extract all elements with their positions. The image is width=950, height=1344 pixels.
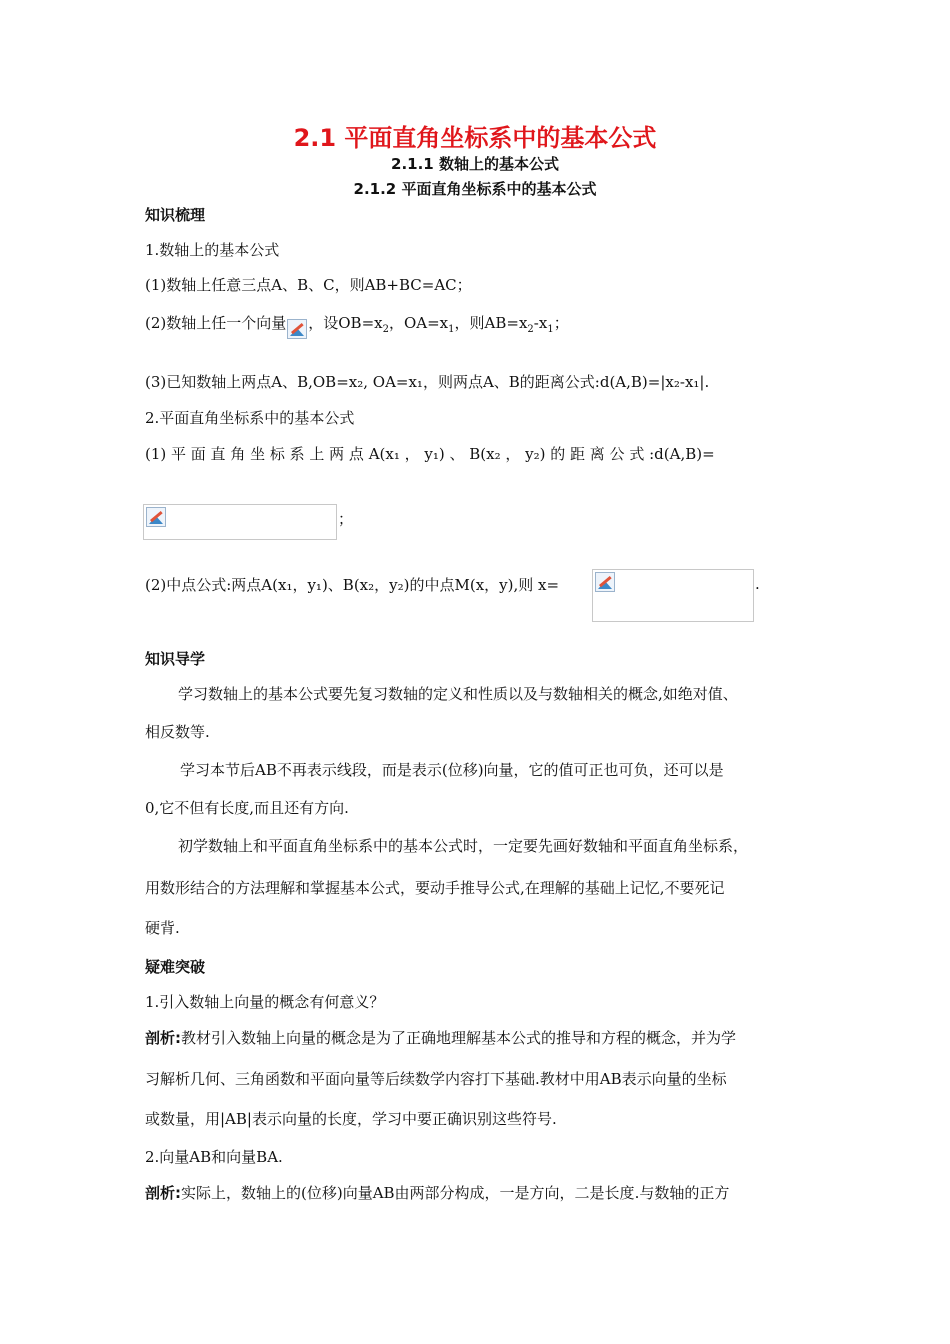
line-1: 1.数轴上的基本公式 bbox=[145, 241, 280, 259]
line-6: (1) 平 面 直 角 坐 标 系 上 两 点 A(x₁ ， y₁) 、 B(x₂ ， y₂) 的 距 离 公 式 :d(A,B)= bbox=[145, 445, 715, 463]
answer-1a-text: 教材引入数轴上向量的概念是为了正确地理解基本公式的推导和方程的概念，并为学 bbox=[181, 1029, 737, 1047]
answer-1a bbox=[145, 1027, 736, 1048]
guide-p3a: 初学数轴上和平面直角坐标系中的基本公式时，一定要先画好数轴和平面直角坐标系， bbox=[178, 837, 749, 855]
line-8: (2)中点公式:两点A(x₁，y₁)、B(x₂，y₂)的中点M(x，y),则 x= bbox=[145, 576, 560, 594]
line-3: (2)数轴上任一个向量 ，设$OB=x_2$，$OA=x_1$，则$AB=x_2-x_1$； bbox=[145, 312, 569, 335]
answer-2a-text: 实际上，数轴上的(位移)向量AB由两部分构成，一是方向，二是长度.与数轴的正方 bbox=[181, 1184, 730, 1202]
question-1: 1.引入数轴上向量的概念有何意义？ bbox=[145, 993, 385, 1011]
subtitle-1: 2.1.1 数轴上的基本公式 bbox=[391, 155, 559, 173]
guide-p1b: 相反数等. bbox=[145, 723, 210, 741]
formula-image-frame bbox=[143, 504, 337, 540]
section-heading-guide: 知识导学 bbox=[145, 650, 206, 668]
broken-image-icon bbox=[595, 572, 615, 592]
line-3-b: ，设OB=x bbox=[308, 314, 383, 332]
answer-2a bbox=[145, 1182, 729, 1203]
guide-p3c: 硬背. bbox=[145, 919, 180, 937]
section-heading-difficulty: 疑难突破 bbox=[145, 958, 206, 976]
guide-p2b: 0,它不但有长度,而且还有方向. bbox=[145, 799, 349, 817]
line-3-a: (2)数轴上任一个向量 bbox=[145, 314, 287, 332]
guide-p2a: 学习本节后AB不再表示线段，而是表示(位移)向量，它的值可正也可负，还可以是 bbox=[180, 761, 724, 779]
line-3-e: -x bbox=[533, 314, 548, 332]
analysis-label: 剖析: bbox=[145, 1029, 181, 1047]
analysis-label: 剖析: bbox=[145, 1184, 181, 1202]
line-5: 2.平面直角坐标系中的基本公式 bbox=[145, 409, 355, 427]
line-2: (1)数轴上任意三点A、B、C，则AB+BC=AC； bbox=[145, 276, 472, 294]
line-3-f: ； bbox=[553, 314, 569, 332]
guide-p1a: 学习数轴上的基本公式要先复习数轴的定义和性质以及与数轴相关的概念,如绝对值、 bbox=[178, 685, 738, 703]
section-heading-knowledge: 知识梳理 bbox=[145, 206, 206, 224]
formula-image-frame-2 bbox=[592, 569, 754, 622]
answer-1b: 习解析几何、三角函数和平面向量等后续数学内容打下基础.教材中用AB表示向量的坐标 bbox=[145, 1070, 727, 1088]
line-3-d: ，则AB=x bbox=[454, 314, 528, 332]
question-2: 2.向量AB和向量BA. bbox=[145, 1148, 283, 1166]
broken-image-icon bbox=[146, 507, 166, 527]
line-4: (3)已知数轴上两点A、B,OB=x₂, OA=x₁，则两点A、B的距离公式:d(A,B)=|x₂-x₁|. bbox=[145, 373, 710, 391]
line-7: ； bbox=[338, 510, 354, 528]
guide-p3b: 用数形结合的方法理解和掌握基本公式，要动手推导公式,在理解的基础上记忆,不要死记 bbox=[145, 879, 725, 897]
subtitle-2: 2.1.2 平面直角坐标系中的基本公式 bbox=[353, 180, 597, 198]
broken-image-icon bbox=[287, 319, 307, 339]
answer-1c: 或数量，用|AB|表示向量的长度，学习中要正确识别这些符号. bbox=[145, 1110, 557, 1128]
line-8-end: . bbox=[755, 575, 760, 593]
line-3-c: ，OA=x bbox=[388, 314, 449, 332]
page-title: 2.1 平面直角坐标系中的基本公式 bbox=[293, 124, 657, 152]
